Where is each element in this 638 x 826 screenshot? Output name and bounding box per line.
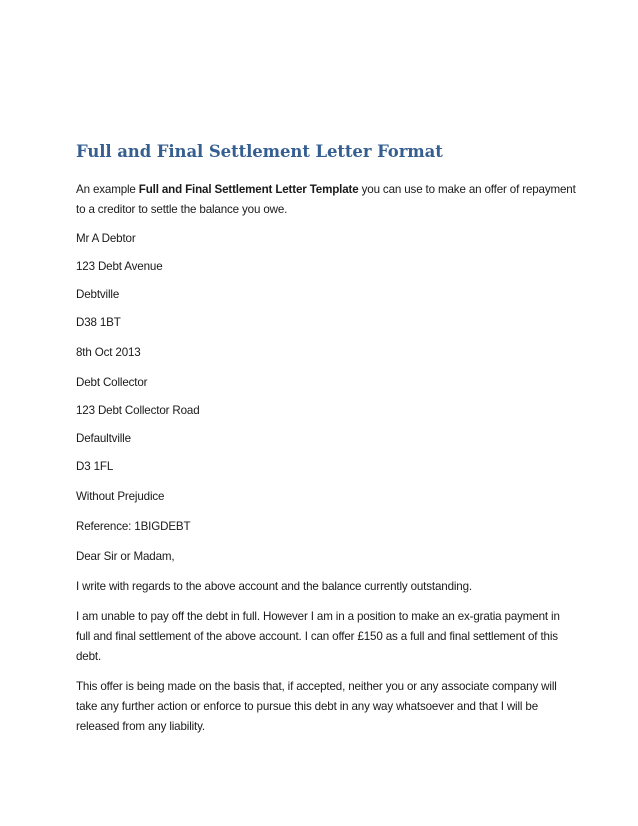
body-paragraph-1: I write with regards to the above account and the balance currently outstanding. [76, 580, 472, 593]
sender-town: Debtville [76, 288, 120, 301]
sender-street: 123 Debt Avenue [76, 260, 163, 273]
salutation: Dear Sir or Madam, [76, 550, 175, 563]
intro-prefix: An example [76, 183, 139, 196]
intro-suffix: you can use to make an offer of repayment to a creditor to settle the balance you owe. [76, 183, 576, 216]
letter-content [76, 140, 576, 747]
letter-date: 8th Oct 2013 [76, 346, 141, 359]
recipient-street: 123 Debt Collector Road [76, 404, 200, 417]
without-prejudice: Without Prejudice [76, 490, 165, 503]
recipient-postcode: D3 1FL [76, 460, 114, 473]
sender-postcode: D38 1BT [76, 316, 121, 329]
reference-line: Reference: 1BIGDEBT [76, 520, 191, 533]
intro-bold-template-name: Full and Final Settlement Letter Template [138, 183, 359, 196]
body-paragraph-3: This offer is being made on the basis that, if accepted, neither you or any associate company will take any further action or enforce to pursue this debt in any way whatsoever and that I will be released from any liability. [76, 680, 557, 733]
intro-paragraph [76, 180, 576, 220]
document-title: Full and Final Settlement Letter Format [76, 142, 443, 161]
recipient-name: Debt Collector [76, 376, 148, 389]
sender-name: Mr A Debtor [76, 232, 136, 245]
recipient-town: Defaultville [76, 432, 131, 445]
body-paragraph-2: I am unable to pay off the debt in full. However I am in a position to make an ex-gratia payment in full and final settlement of the above account. I can offer £150 as a full and final settlement of this debt. [76, 610, 560, 663]
